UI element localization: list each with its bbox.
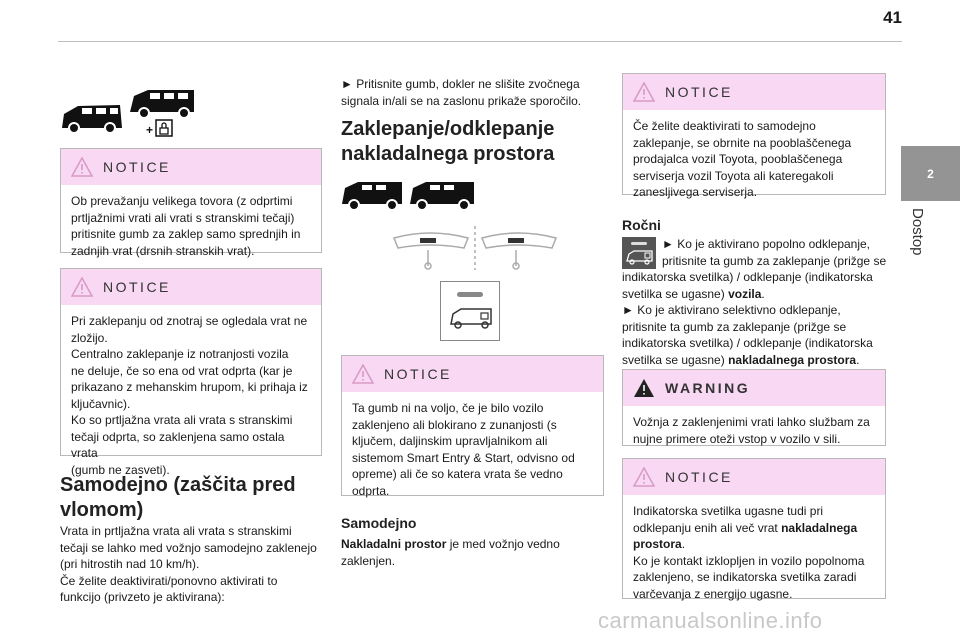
svg-text:+: + — [146, 123, 154, 137]
load-area-term: Nakladalni prostor — [341, 537, 447, 551]
notice-body: Ob prevažanju velikega tovora (z odprtimi prtljažnimi vrati ali vrati s stranskimi tečaji) pritisnite gumb za zaklep samo sprednjih in zadnjih vrat (drsnih stranskih vrat). — [71, 194, 301, 258]
van-padlock-icon — [441, 282, 499, 340]
notice-box-inside-locking — [60, 268, 322, 477]
press-button-instruction: ► Pritisnite gumb, dokler ne slišite zvočnega signala in/ali se na zaslonu prikaže sporočilo. — [341, 77, 582, 108]
warning-box-emergency — [622, 369, 886, 446]
page-number: 41 — [883, 8, 902, 27]
section-heading-load-area: Zaklepanje/odklepanje nakladalnega prostora — [341, 118, 555, 165]
vehicle-term: vozila — [728, 286, 762, 301]
manual-text-b: . ► Ko je aktivirano selektivno odklepanje, pritisnite ta gumb za zaklepanje (prižge se indikatorska svetilka) / odklepanje (indikatorska svetilka se ugasne) — [622, 286, 873, 367]
notice-title: NOTICE — [103, 159, 171, 175]
notice-body: Ta gumb ni na voljo, če je bilo vozilo zaklenjeno ali blokirano z zunanjosti (s ključem, daljinskim upravljalnikom ali sistemom Smart Entry & Start, odvisno od opreme) ali če so katera vrata še vedno odprta. — [352, 401, 575, 498]
notice-header — [61, 149, 321, 185]
top-divider — [58, 41, 902, 42]
notice-body: Če želite deaktivirati to samodejno zaklepanje, se obrnite na pooblaščenega prodajalca vozil Toyota, pooblaščenega serviserja vozil Toyota ali kateregakoli zanesljivega serviserja. — [633, 119, 852, 199]
notice-header — [623, 459, 885, 495]
warning-triangle-icon — [633, 82, 655, 102]
chapter-label: Dostop — [909, 208, 926, 256]
subheading-automatic: Samodejno — [341, 515, 417, 531]
load-area-term: nakladalnega prostora — [728, 352, 857, 367]
manual-instruction-top: ► Ko je aktivirano popolno odklepanje, pritisnite ta gumb za zaklepanje (prižge se — [662, 237, 887, 268]
notice-title: NOTICE — [665, 84, 733, 100]
notice-title: NOTICE — [665, 469, 733, 485]
van-lock-illustration — [60, 88, 200, 138]
notice-box-button-unavailable — [341, 355, 604, 496]
warning-header — [623, 370, 885, 406]
notice-body — [623, 495, 885, 608]
warning-title: WARNING — [665, 380, 751, 396]
notice-body: Pri zaklepanju od znotraj se ogledala vrat ne zložijo. Centralno zaklepanje iz notranjosti vozila ne deluje, če so ena od vrat odprta (kar je prikazano z mehanskim hrupom, ki prihaja iz ključavnic). Ko so prtljažna vrata ali vrata s stranskimi tečaji odprta, so zaklenjena samo ostala vrata (gumb ne zasveti). — [71, 314, 308, 477]
footer-watermark: carmanualsonline.info — [598, 608, 823, 633]
manual-text-end: . — [856, 352, 860, 367]
warning-body: Vožnja z zaklenjenimi vrati lahko službam za nujne primere oteži vstop v vozilo v sili. — [633, 415, 870, 446]
load-area-lock-button[interactable] — [440, 281, 500, 341]
dashboard-illustration — [390, 224, 560, 272]
chapter-tab[interactable]: 2 — [901, 146, 960, 201]
warning-triangle-icon — [633, 467, 655, 487]
notice-header — [61, 269, 321, 305]
automatic-paragraph: Vrata in prtljažna vrata ali vrata s stranskimi tečaji se lahko med vožnjo samodejno zaklenejo (pri hitrostih nad 10 km/h). Če želite deaktivirati/ponovno aktivirati to funkcijo (privzeto je aktivirana): — [60, 524, 317, 604]
automatic-text-rest: je med vožnjo vedno — [446, 537, 560, 551]
notice-text-b: . Ko je kontakt izklopljen in vozilo popolnoma zaklenjeno, se indikatorska svetilka zaradi varčevanja z energijo ugasne. — [633, 537, 865, 601]
notice-title: NOTICE — [384, 366, 452, 382]
manual-instruction-rest — [622, 269, 892, 368]
warning-triangle-icon — [352, 364, 374, 384]
notice-box-heavy-loads — [60, 148, 322, 258]
notice-box-deactivate — [622, 73, 886, 199]
vans-illustration — [340, 176, 480, 216]
notice-header — [342, 356, 603, 392]
warning-triangle-icon — [633, 378, 655, 398]
automatic-load-area-text — [341, 536, 606, 569]
notice-box-indicator — [622, 458, 886, 599]
automatic-text-line2: zaklenjen. — [341, 553, 396, 568]
notice-header — [623, 74, 885, 110]
section-heading-automatic: Samodejno (zaščita pred vlomom) — [60, 474, 296, 521]
load-area-term: nakladalnega prostora — [633, 520, 858, 551]
manual-lock-button-icon — [622, 237, 656, 269]
warning-triangle-icon — [71, 277, 93, 297]
notice-title: NOTICE — [103, 279, 171, 295]
notice-text-a: Indikatorska svetilka ugasne tudi pri odklepanju enih ali več vrat — [633, 504, 824, 535]
subheading-manual: Ročni — [622, 217, 661, 233]
manual-text-a: indikatorska svetilka) / odklepanje (indikatorska svetilka se ugasne) — [622, 270, 873, 301]
warning-triangle-icon — [71, 157, 93, 177]
